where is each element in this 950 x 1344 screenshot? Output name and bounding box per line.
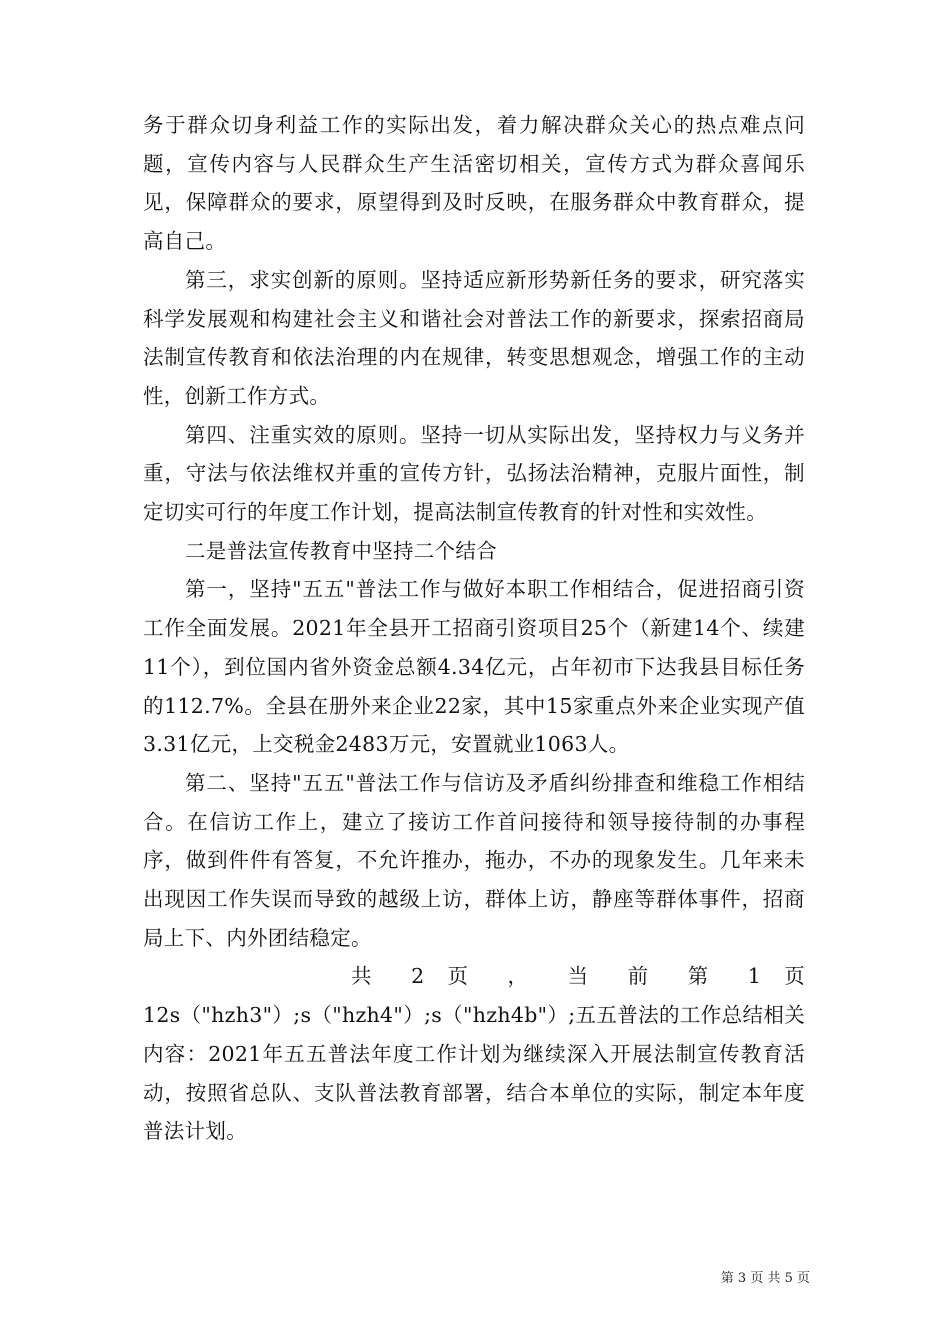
paragraph-principle-three: 第三，求实创新的原则。坚持适应新形势新任务的要求，研究落实科学发展观和构建社会主义和谐社会对普法工作的新要求，探索招商局法制宣传教育和依法治理的内在规律，转变思想观念，增强工作的主动性，创新工作方式。 xyxy=(143,267,805,408)
page-indicator-line: 共 2 页 ， 当 前 第 1 页 xyxy=(351,964,805,989)
paragraph-1: 务于群众切身利益工作的实际出发，着力解决群众关心的热点难点问题，宣传内容与人民群众生产生活密切相关，宣传方式为群众喜闻乐见，保障群众的要求，原望得到及时反映，在服务群众中教育群众，提高自己。 xyxy=(143,113,805,254)
document-body xyxy=(143,106,805,1151)
footer-page-number: 第 3 页 共 5 页 xyxy=(720,1271,810,1286)
paragraph-tail: 12s（"hzh3"）;s（"hzh4"）;s（"hzh4b"）;五五普法的工作总结相关内容：2021年五五普法年度工作计划为继续深入开展法制宣传教育活动，按照省总队、支队普法教育部署，结合本单位的实际，制定本年度普法计划。 xyxy=(143,1003,805,1144)
section-heading-two-combinations: 二是普法宣传教育中坚持二个结合 xyxy=(185,538,497,563)
paragraph-combination-one: 第一，坚持"五五"普法工作与做好本职工作相结合，促进招商引资工作全面发展。2021年全县开工招商引资项目25个（新建14个、续建11个），到位国内省外资金总额4.34亿元，占年初市下达我县目标任务的112.7%。全县在册外来企业22家，其中15家重点外来企业实现产值3.31亿元，上交税金2483万元，安置就业1063人。 xyxy=(143,577,805,757)
paragraph-combination-two: 第二、坚持"五五"普法工作与信访及矛盾纠纷排查和维稳工作相结合。在信访工作上，建立了接访工作首问接待和领导接待制的办事程序，做到件件有答复，不允许推办，拖办，不办的现象发生。几年来未出现因工作失误而导致的越级上访，群体上访，静座等群体事件，招商局上下、内外团结稳定。 xyxy=(143,770,805,950)
paragraph-principle-four: 第四、注重实效的原则。坚持一切从实际出发，坚持权力与义务并重，守法与依法维权并重的宣传方针，弘扬法治精神，克服片面性，制定切实可行的年度工作计划，提高法制宣传教育的针对性和实效性。 xyxy=(143,422,805,525)
